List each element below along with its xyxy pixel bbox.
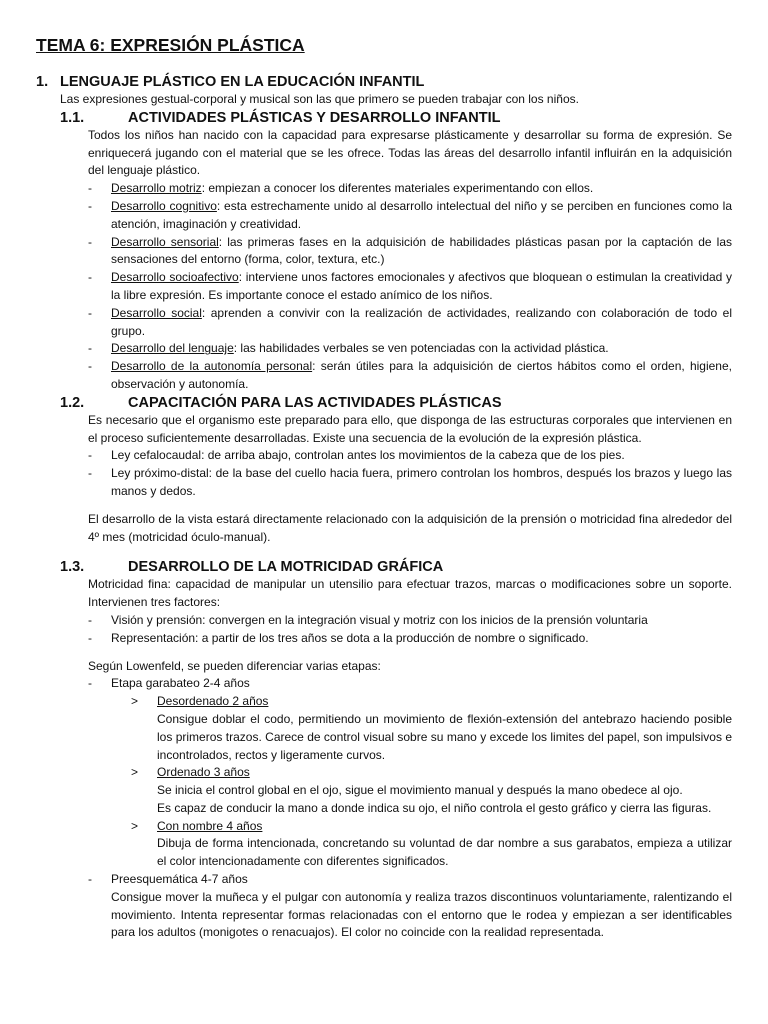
list-text: Representación: a partir de los tres años se dota a la producción de nombre o significado.: [111, 630, 589, 645]
bullet-dash: -: [88, 630, 92, 645]
section-1-2-heading: [36, 394, 732, 412]
list-text: : serán útiles para la adquisición de ciertos hábitos como el orden, higiene, observación y autonomía.: [111, 359, 732, 391]
bullet-dash: -: [88, 676, 92, 691]
sub-item: [36, 764, 732, 782]
section-1-3-intro: Motricidad fina: capacidad de manipular un utensilio para efectuar trazos, marcas o modificaciones sobre un soporte. Intervienen tres factores:: [88, 577, 732, 610]
list-term: Desarrollo sensorial: [111, 234, 219, 249]
list-text: Ley próximo-distal: de la base del cuello hacia fuera, primero controlan los hombros, después los brazos y luego las manos y dedos.: [111, 466, 732, 498]
section-1-intro: Las expresiones gestual-corporal y musical son las que primero se pueden trabajar con los niños.: [60, 92, 579, 106]
list-text: Ley cefalocaudal: de arriba abajo, controlan antes los movimientos de la cabeza que de los pies.: [111, 448, 625, 463]
list-text: : interviene unos factores emocionales y afectivos que bloquean o estimulan la creatividad y la libre expresión. Es importante conoce el estado anímico de los niños.: [111, 270, 733, 302]
section-number: 1.: [36, 74, 49, 90]
section-1-1-heading: [36, 109, 732, 127]
section-title: DESARROLLO DE LA MOTRICIDAD GRÁFICA: [128, 559, 444, 576]
list-item: [36, 612, 732, 630]
arrow-bullet-icon: >: [131, 694, 139, 709]
lowenfeld-intro: Según Lowenfeld, se pueden diferenciar varias etapas:: [88, 658, 381, 673]
list-item: [36, 447, 732, 465]
list-term: Desarrollo cognitivo: [111, 198, 217, 213]
bullet-dash: -: [88, 612, 92, 627]
list-term: Desarrollo del lenguaje: [111, 341, 234, 356]
list-item: [36, 871, 732, 889]
list-item: [36, 630, 732, 648]
list-term: Desarrollo motriz: [111, 181, 202, 196]
bullet-dash: -: [88, 341, 92, 356]
sub-item-label: Con nombre 4 años: [157, 818, 263, 833]
list-item: [36, 180, 732, 198]
list-item: [36, 465, 732, 501]
bullet-dash: -: [88, 181, 92, 196]
section-number: 1.2.: [60, 394, 85, 411]
list-text: : empiezan a conocer los diferentes materiales experimentando con ellos.: [201, 181, 594, 196]
sub-item-label: Ordenado 3 años: [157, 765, 250, 780]
list-item: [36, 358, 732, 394]
bullet-dash: -: [88, 359, 92, 374]
list-text: : las primeras fases en la adquisición de habilidades plásticas pasan por la captación de las sensaciones del entorno (forma, color, textura, etc.): [111, 234, 732, 267]
bullet-dash: -: [88, 448, 92, 463]
list-term: Desarrollo social: [111, 305, 202, 320]
sub-item-text: Consigue doblar el codo, permitiendo un movimiento de flexión-extensión del antebrazo haciendo posible los primeros trazos. Carece de control visual sobre su mano y excede los limites del papel, son impulsivos e incontrolados, rectos y ligeramente curvos.: [157, 711, 732, 762]
section-1-3-heading: [36, 558, 732, 576]
list-item: [36, 269, 732, 305]
list-item: [36, 340, 732, 358]
section-number: 1.3.: [60, 559, 85, 576]
bullet-dash: -: [88, 270, 92, 285]
list-item: [36, 675, 732, 693]
list-text: Visión y prensión: convergen en la integración visual y motriz con los inicios de la prensión voluntaria: [111, 612, 648, 627]
section-number: 1.1.: [60, 109, 85, 126]
list-item: [36, 198, 732, 234]
list-text: Preesquemática 4-7 años: [111, 872, 248, 887]
bullet-dash: -: [88, 234, 92, 249]
list-text: : aprenden a convivir con la realización de actividades, realizando con colaboración de todo el grupo.: [111, 305, 733, 338]
list-term: Desarrollo de la autonomía personal: [111, 359, 313, 374]
sub-item-label: Desordenado 2 años: [157, 694, 269, 709]
list-text: Etapa garabateo 2-4 años: [111, 676, 250, 691]
section-title: ACTIVIDADES PLÁSTICAS Y DESARROLLO INFANTIL: [128, 109, 501, 126]
arrow-bullet-icon: >: [131, 818, 139, 833]
bullet-dash: -: [88, 198, 92, 213]
sub-item-text: Dibuja de forma intencionada, concretando su voluntad de dar nombre a sus garabatos, empieza a utilizar el color intencionadamente con diferentes significados.: [157, 836, 732, 869]
arrow-bullet-icon: >: [131, 765, 139, 780]
list-text: : esta estrechamente unido al desarrollo intelectual del niño y se perciben en funciones como la atención, imaginación y creatividad.: [111, 198, 732, 231]
section-1-heading: [36, 73, 732, 91]
section-1-2-closing: El desarrollo de la vista estará directamente relacionado con la adquisición de la prensión o motricidad fina alrededor del 4º mes (motricidad óculo-manual).: [88, 511, 732, 544]
list-item: [36, 234, 732, 270]
stage-2-text: Consigue mover la muñeca y el pulgar con autonomía y realiza trazos discontinuos voluntariamente, ralentizando el movimiento. Intenta representar formas relacionadas con el entorno que le rodea y empiezan a ser identificables para los adultos (monigotes o renacuajos). El color no coincide con la realidad representada.: [111, 889, 732, 940]
bullet-dash: -: [88, 305, 92, 320]
document-title: TEMA 6: EXPRESIÓN PLÁSTICA: [36, 35, 305, 55]
bullet-dash: -: [88, 872, 92, 887]
sub-item-text: Es capaz de conducir la mano a donde indica su ojo, el niño controla el gesto gráfico y cierra las figuras.: [157, 800, 712, 815]
list-item: [36, 305, 732, 341]
section-title: CAPACITACIÓN PARA LAS ACTIVIDADES PLÁSTICAS: [128, 394, 502, 411]
section-title: LENGUAJE PLÁSTICO EN LA EDUCACIÓN INFANTIL: [60, 74, 425, 90]
list-term: Desarrollo socioafectivo: [111, 270, 239, 285]
bullet-dash: -: [88, 466, 92, 481]
sub-item: [36, 693, 732, 711]
sub-item-text: Se inicia el control global en el ojo, sigue el movimiento manual y después la mano obedece al ojo.: [157, 783, 683, 798]
section-1-2-intro: Es necesario que el organismo este preparado para ello, que disponga de las estructuras corporales que intervienen en el proceso suficientemente desarrolladas. Existe una secuencia de la evolución de la expresión plástica.: [88, 412, 732, 445]
sub-item: [36, 818, 732, 836]
list-text: : las habilidades verbales se ven potenciadas con la actividad plástica.: [233, 341, 609, 356]
section-1-1-intro: Todos los niños han nacido con la capacidad para expresarse plásticamente y desarrollar su forma de expresión. Se enriquecerá jugando con el material que se les ofrece. Todas las áreas del desarrollo infantil influirán en la adquisición del lenguaje plástico.: [88, 127, 732, 178]
